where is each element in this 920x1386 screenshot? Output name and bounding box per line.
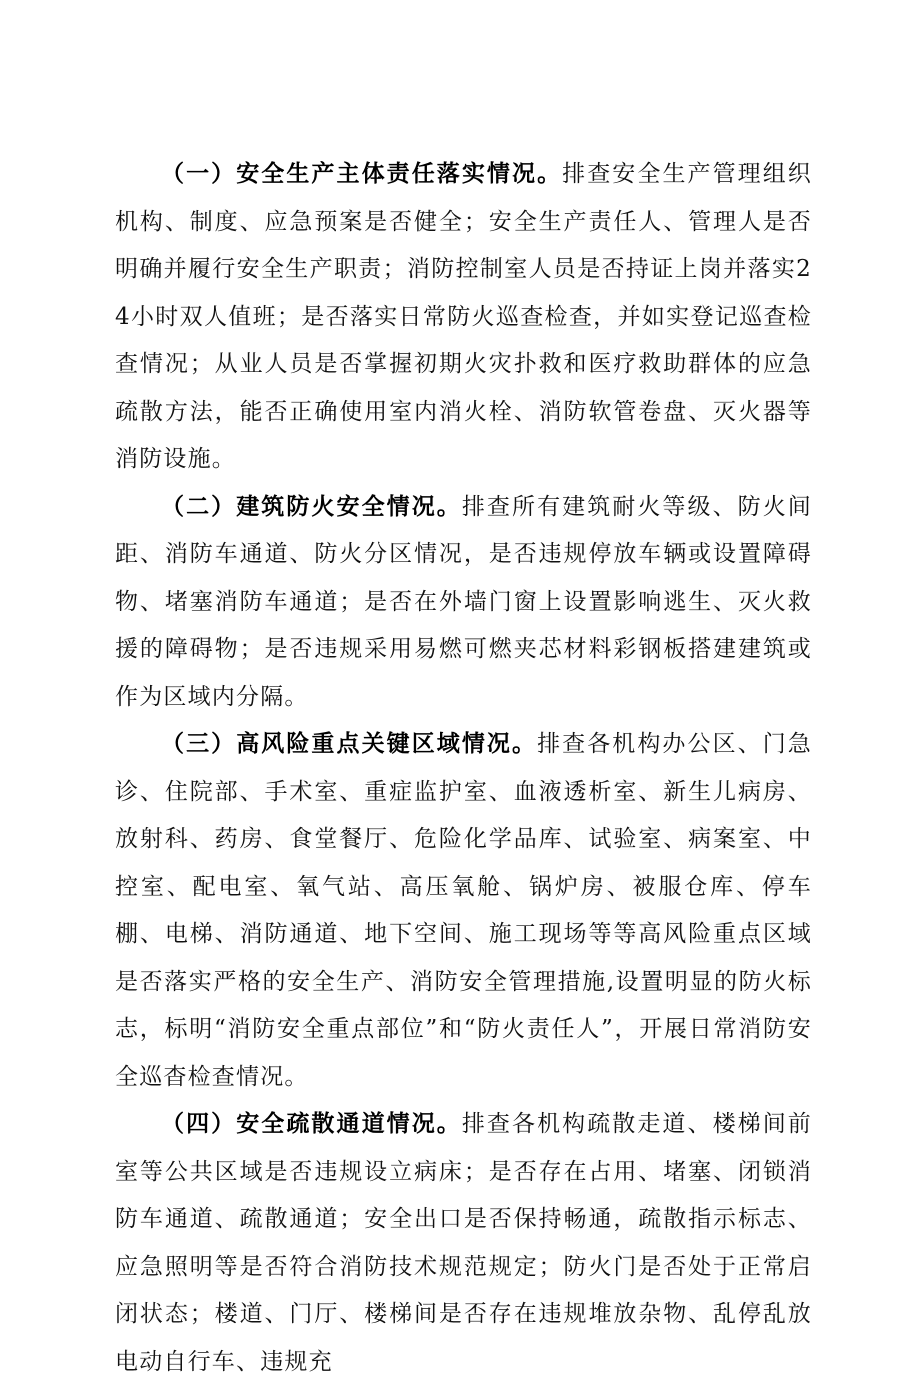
section-4-heading: （四）安全疏散通道情况。: [161, 1111, 462, 1137]
section-2-body: 排查所有建筑耐火等级、防火间距、消防车通道、防火分区情况，是否违规停放车辆或设置障碍物、堵塞消防车通道；是否在外墙门窗上设置影响逃生、灭火救援的障碍物；是否违规采用易燃可燃夹芯材料彩钢板搭建建筑或作为区域内分隔。: [115, 493, 812, 710]
section-3-heading: （三）高风险重点关键区域情况。: [161, 731, 538, 757]
section-1-body: 排查安全生产管理组织机构、制度、应急预案是否健全；安全生产责任人、管理人是否明确并履行安全生产职责；消防控制室人员是否持证上岗并落实24小时双人值班；是否落实日常防火巡查检查，并如实登记巡查检查情况；从业人员是否掌握初期火灾扑救和医疗救助群体的应急疏散方法，能否正确使用室内消火栓、消防软管卷盘、灭火器等消防设施。: [115, 161, 813, 472]
section-4-body: 排查各机构疏散走道、楼梯间前室等公共区域是否违规设立病床；是否存在占用、堵塞、闭锁消防车通道、疏散通道；安全出口是否保持畅通，疏散指示标志、应急照明等是否符合消防技术规范规定；防火门是否处于正常启闭状态；楼道、门厅、楼梯间是否存在违规堆放杂物、乱停乱放电动自行车、违规充: [115, 1111, 812, 1375]
section-2-heading: （二）建筑防火安全情况。: [161, 493, 462, 520]
section-1-heading: （一）安全生产主体责任落实情况。: [161, 161, 563, 187]
section-2-paragraph: [115, 484, 812, 722]
section-1-paragraph: [115, 151, 812, 484]
section-3-paragraph: [115, 721, 812, 1101]
section-4-paragraph: [115, 1101, 812, 1386]
section-3-body: 排查各机构办公区、门急诊、住院部、手术室、重症监护室、血液透析室、新生儿病房、放射科、药房、食堂餐厅、危险化学品库、试验室、病案室、中控室、配电室、氧气站、高压氧舱、锅炉房、被服仓库、停车棚、电梯、消防通道、地下空间、施工现场等等高风险重点区域是否落实严格的安全生产、消防安全管理措施,设置明显的防火标志，标明“消防安全重点部位”和“防火责任人”，开展日常消防安全巡杳检查情况。: [115, 731, 812, 1090]
